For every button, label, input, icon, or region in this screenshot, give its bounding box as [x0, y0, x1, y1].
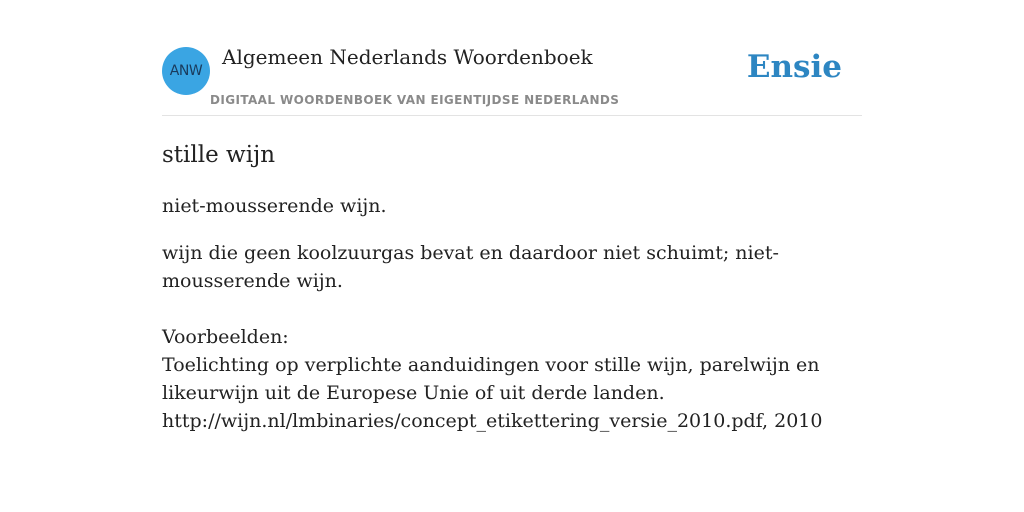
example-source: http://wijn.nl/lmbinaries/concept_etikettering_versie_2010.pdf, 2010 [162, 410, 823, 432]
short-definition: niet-mousserende wijn. [162, 195, 387, 217]
site-title[interactable]: Algemeen Nederlands Woordenboek [222, 45, 593, 69]
ensie-brand-link[interactable]: Ensie [746, 49, 842, 85]
site-header [162, 0, 862, 116]
site-subtitle: DIGITAAL WOORDENBOEK VAN EIGENTIJDSE NEDERLANDS [210, 93, 620, 107]
examples-section [162, 323, 862, 435]
anw-logo[interactable] [162, 47, 210, 95]
definition: wijn die geen koolzuurgas bevat en daardoor niet schuimt; niet-mousserende wijn. [162, 242, 779, 292]
page [162, 0, 862, 435]
examples-heading: Voorbeelden: [162, 326, 289, 348]
logo-text: ANW [169, 63, 203, 79]
example-text: Toelichting op verplichte aanduidingen voor stille wijn, parelwijn en likeurwijn uit de Europese Unie of uit derde landen. [162, 354, 820, 404]
entry-title: stille wijn [162, 142, 276, 168]
